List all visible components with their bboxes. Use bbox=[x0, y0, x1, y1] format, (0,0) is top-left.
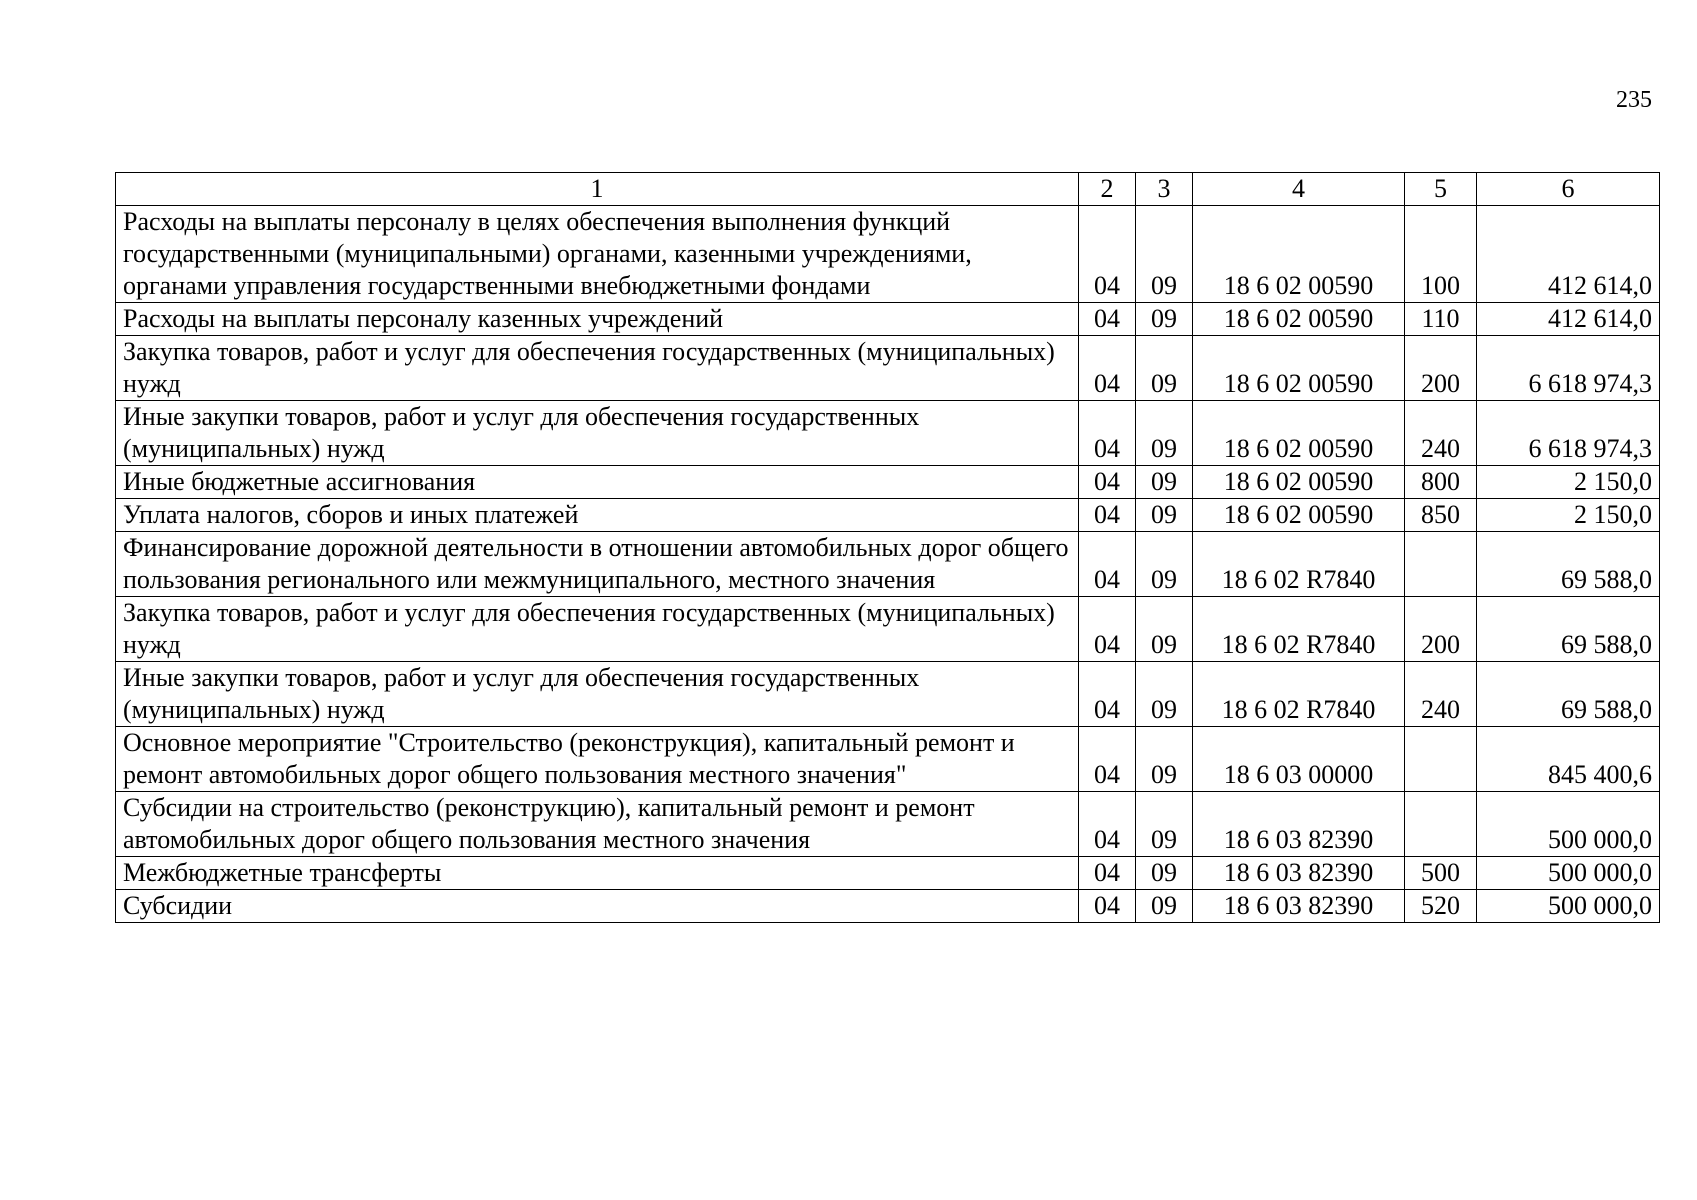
row-target-code: 18 6 02 00590 bbox=[1193, 206, 1405, 303]
row-section: 04 bbox=[1079, 662, 1136, 727]
budget-table bbox=[115, 172, 1660, 923]
row-description: Иные закупки товаров, работ и услуг для обеспечения государственных (муниципальных) нужд bbox=[116, 401, 1079, 466]
row-section: 04 bbox=[1079, 597, 1136, 662]
table-row bbox=[116, 792, 1660, 857]
row-target-code: 18 6 02 R7840 bbox=[1193, 662, 1405, 727]
row-expense-type bbox=[1405, 792, 1477, 857]
row-expense-type bbox=[1405, 727, 1477, 792]
row-section: 04 bbox=[1079, 532, 1136, 597]
row-amount: 69 588,0 bbox=[1477, 597, 1660, 662]
table-row bbox=[116, 532, 1660, 597]
row-section: 04 bbox=[1079, 857, 1136, 890]
row-section: 04 bbox=[1079, 206, 1136, 303]
row-amount: 6 618 974,3 bbox=[1477, 336, 1660, 401]
table-row bbox=[116, 727, 1660, 792]
row-description: Иные бюджетные ассигнования bbox=[116, 466, 1079, 499]
header-col-6: 6 bbox=[1477, 173, 1660, 206]
page-number: 235 bbox=[1616, 87, 1652, 113]
header-col-2: 2 bbox=[1079, 173, 1136, 206]
row-description: Закупка товаров, работ и услуг для обеспечения государственных (муниципальных) нужд bbox=[116, 597, 1079, 662]
row-description: Межбюджетные трансферты bbox=[116, 857, 1079, 890]
row-subsection: 09 bbox=[1136, 499, 1193, 532]
row-description: Финансирование дорожной деятельности в отношении автомобильных дорог общего пользования регионального или межмуниципального, местного значения bbox=[116, 532, 1079, 597]
table-row bbox=[116, 499, 1660, 532]
row-expense-type: 240 bbox=[1405, 401, 1477, 466]
row-expense-type: 850 bbox=[1405, 499, 1477, 532]
table-row bbox=[116, 662, 1660, 727]
row-expense-type: 200 bbox=[1405, 336, 1477, 401]
row-subsection: 09 bbox=[1136, 206, 1193, 303]
row-amount: 69 588,0 bbox=[1477, 662, 1660, 727]
row-expense-type: 240 bbox=[1405, 662, 1477, 727]
row-amount: 412 614,0 bbox=[1477, 303, 1660, 336]
row-target-code: 18 6 02 00590 bbox=[1193, 466, 1405, 499]
row-section: 04 bbox=[1079, 727, 1136, 792]
row-subsection: 09 bbox=[1136, 857, 1193, 890]
table-header-row bbox=[116, 173, 1660, 206]
table-row bbox=[116, 857, 1660, 890]
row-amount: 500 000,0 bbox=[1477, 890, 1660, 923]
row-description: Расходы на выплаты персоналу казенных учреждений bbox=[116, 303, 1079, 336]
table-row bbox=[116, 206, 1660, 303]
row-section: 04 bbox=[1079, 499, 1136, 532]
row-section: 04 bbox=[1079, 401, 1136, 466]
row-target-code: 18 6 02 00590 bbox=[1193, 499, 1405, 532]
row-target-code: 18 6 02 R7840 bbox=[1193, 597, 1405, 662]
header-col-4: 4 bbox=[1193, 173, 1405, 206]
row-section: 04 bbox=[1079, 466, 1136, 499]
row-subsection: 09 bbox=[1136, 466, 1193, 499]
row-description: Расходы на выплаты персоналу в целях обеспечения выполнения функций государственными (муниципальными) органами, казенными учреждениями, органами управления государственными внебюджетными фондами bbox=[116, 206, 1079, 303]
row-expense-type: 100 bbox=[1405, 206, 1477, 303]
table-row bbox=[116, 890, 1660, 923]
row-amount: 845 400,6 bbox=[1477, 727, 1660, 792]
row-subsection: 09 bbox=[1136, 890, 1193, 923]
table-row bbox=[116, 401, 1660, 466]
table-row bbox=[116, 466, 1660, 499]
row-description: Основное мероприятие "Строительство (реконструкция), капитальный ремонт и ремонт автомобильных дорог общего пользования местного значения" bbox=[116, 727, 1079, 792]
row-target-code: 18 6 02 R7840 bbox=[1193, 532, 1405, 597]
row-amount: 69 588,0 bbox=[1477, 532, 1660, 597]
row-description: Уплата налогов, сборов и иных платежей bbox=[116, 499, 1079, 532]
row-target-code: 18 6 02 00590 bbox=[1193, 401, 1405, 466]
row-target-code: 18 6 03 82390 bbox=[1193, 792, 1405, 857]
row-description: Закупка товаров, работ и услуг для обеспечения государственных (муниципальных) нужд bbox=[116, 336, 1079, 401]
row-amount: 500 000,0 bbox=[1477, 792, 1660, 857]
row-amount: 2 150,0 bbox=[1477, 466, 1660, 499]
row-subsection: 09 bbox=[1136, 662, 1193, 727]
row-subsection: 09 bbox=[1136, 597, 1193, 662]
row-expense-type: 500 bbox=[1405, 857, 1477, 890]
header-col-1: 1 bbox=[116, 173, 1079, 206]
row-subsection: 09 bbox=[1136, 303, 1193, 336]
row-target-code: 18 6 03 00000 bbox=[1193, 727, 1405, 792]
row-description: Субсидии bbox=[116, 890, 1079, 923]
row-amount: 6 618 974,3 bbox=[1477, 401, 1660, 466]
row-expense-type: 520 bbox=[1405, 890, 1477, 923]
row-expense-type bbox=[1405, 532, 1477, 597]
row-target-code: 18 6 03 82390 bbox=[1193, 857, 1405, 890]
row-section: 04 bbox=[1079, 890, 1136, 923]
row-amount: 2 150,0 bbox=[1477, 499, 1660, 532]
row-description: Иные закупки товаров, работ и услуг для обеспечения государственных (муниципальных) нужд bbox=[116, 662, 1079, 727]
row-subsection: 09 bbox=[1136, 532, 1193, 597]
row-target-code: 18 6 02 00590 bbox=[1193, 336, 1405, 401]
row-subsection: 09 bbox=[1136, 336, 1193, 401]
table-row bbox=[116, 597, 1660, 662]
row-amount: 500 000,0 bbox=[1477, 857, 1660, 890]
row-amount: 412 614,0 bbox=[1477, 206, 1660, 303]
row-section: 04 bbox=[1079, 303, 1136, 336]
row-section: 04 bbox=[1079, 336, 1136, 401]
row-expense-type: 200 bbox=[1405, 597, 1477, 662]
row-section: 04 bbox=[1079, 792, 1136, 857]
table-row bbox=[116, 303, 1660, 336]
table-row bbox=[116, 336, 1660, 401]
header-col-5: 5 bbox=[1405, 173, 1477, 206]
header-col-3: 3 bbox=[1136, 173, 1193, 206]
row-subsection: 09 bbox=[1136, 727, 1193, 792]
row-target-code: 18 6 03 82390 bbox=[1193, 890, 1405, 923]
row-subsection: 09 bbox=[1136, 792, 1193, 857]
row-expense-type: 110 bbox=[1405, 303, 1477, 336]
row-description: Субсидии на строительство (реконструкцию), капитальный ремонт и ремонт автомобильных дорог общего пользования местного значения bbox=[116, 792, 1079, 857]
row-expense-type: 800 bbox=[1405, 466, 1477, 499]
row-target-code: 18 6 02 00590 bbox=[1193, 303, 1405, 336]
row-subsection: 09 bbox=[1136, 401, 1193, 466]
